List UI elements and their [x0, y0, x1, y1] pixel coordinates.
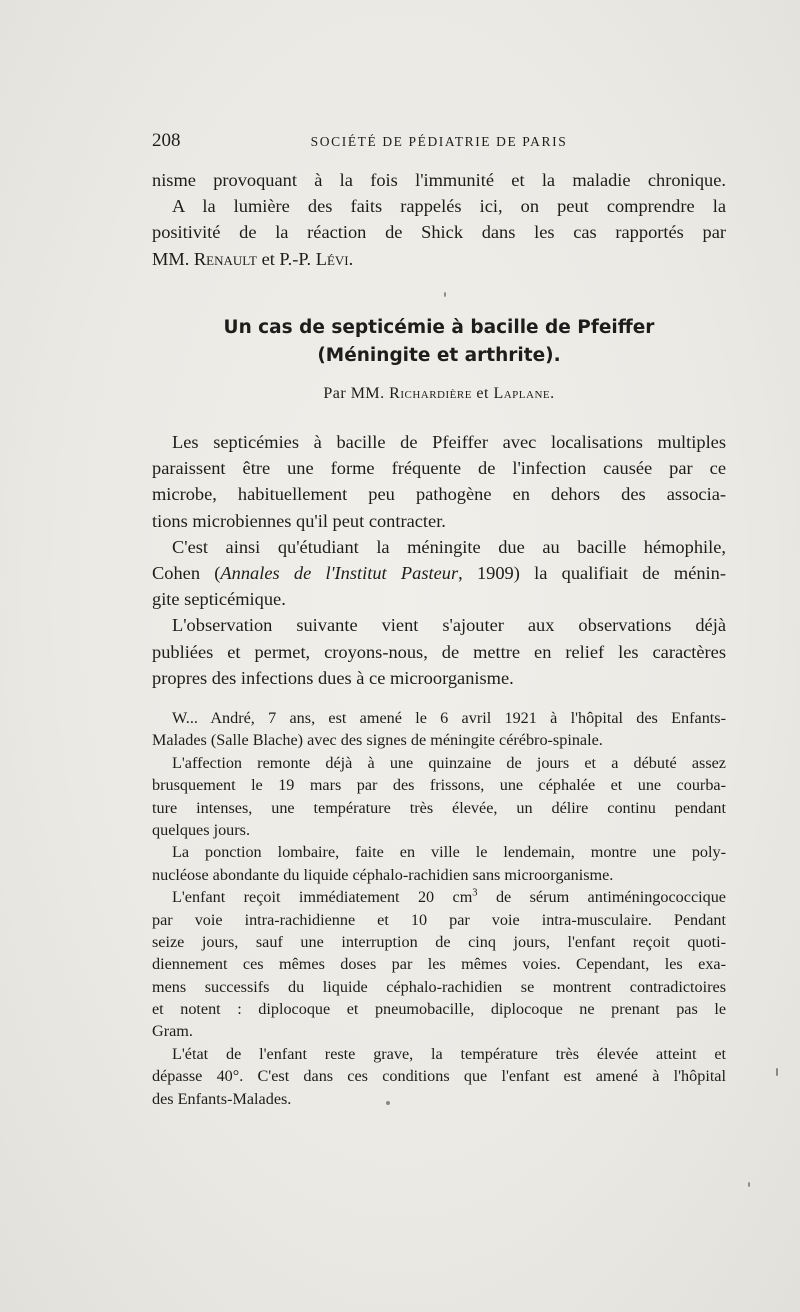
text-line: nucléose abondante du liquide céphalo-rachidien sans microorganisme.	[152, 865, 614, 884]
text-line: La ponction lombaire, faite en ville le lendemain, montre une poly-	[172, 843, 726, 862]
scan-speck	[444, 292, 446, 297]
text-line: seize jours, sauf une interruption de cinq jours, l'enfant reçoit quoti-	[152, 932, 726, 951]
text-line: tions microbiennes qu'il peut contracter.	[152, 510, 446, 531]
author-name: Lévi	[315, 248, 349, 269]
text-line: C'est ainsi qu'étudiant la méningite due au bacille hémophile,	[172, 536, 726, 557]
case-report	[152, 707, 726, 1110]
text-line: dépasse 40°. C'est dans ces conditions que l'enfant est amené à l'hôpital	[152, 1067, 726, 1086]
text-line: positivité de la réaction de Shick dans les cas rapportés par	[152, 222, 726, 243]
page-header	[152, 130, 726, 154]
text-line: et notent : diplocoque et pneumobacille, diplocoque ne prenant pas le	[152, 1000, 726, 1019]
text-line: MM. Renault et P.-P. Lévi.	[152, 248, 354, 269]
running-head: SOCIÉTÉ DE PÉDIATRIE DE PARIS	[310, 134, 568, 149]
text-line: Malades (Salle Blache) avec des signes de méningite cérébro-spinale.	[152, 731, 603, 750]
text-line: Cohen (Annales de l'Institut Pasteur, 1909) la qualifiait de ménin-	[152, 562, 726, 583]
article-title	[152, 314, 726, 370]
page-number: 208	[152, 130, 181, 151]
text-line: paraissent être une forme fréquente de l'infection causée par ce	[152, 458, 726, 479]
text-line: Gram.	[152, 1022, 193, 1041]
article-byline	[152, 383, 726, 405]
journal-title: Annales de l'Institut Pasteur	[220, 562, 459, 583]
text-line: brusquement le 19 mars par des frissons, une céphalée et une courba-	[152, 776, 726, 795]
text-line: Les septicémies à bacille de Pfeiffer avec localisations multiples	[172, 432, 726, 452]
title-line: Un cas de septicémie à bacille de Pfeiffer	[223, 317, 655, 338]
text-line: mens successifs du liquide céphalo-rachidien se montrent contradictoires	[152, 977, 726, 996]
text-line: A la lumière des faits rappelés ici, on peut comprendre la	[172, 196, 726, 217]
title-line: (Méningite et arthrite).	[317, 345, 561, 366]
author-name: Richardière	[389, 385, 472, 402]
text-line: L'affection remonte déjà à une quinzaine de jours et a débuté assez	[172, 753, 726, 772]
text-line: diennement ces mêmes doses par les mêmes voies. Cependant, les exa-	[152, 955, 726, 974]
scan-speck	[776, 1068, 778, 1076]
text-line: W... André, 7 ans, est amené le 6 avril 1921 à l'hôpital des Enfants-	[172, 709, 726, 727]
text-line: L'enfant reçoit immédiatement 20 $cm^3$ de sérum antiméningococcique	[172, 887, 726, 907]
author-name: Renault	[193, 248, 257, 269]
text-line: nisme provoquant à la fois l'immunité et la maladie chronique.	[152, 170, 726, 190]
text-line: L'observation suivante vient s'ajouter aux observations déjà	[172, 615, 726, 636]
text-line: publiées et permet, croyons-nous, de mettre en relief les caractères	[152, 641, 726, 662]
scan-speck	[386, 1101, 390, 1105]
text-line: des Enfants-Malades.	[152, 1089, 292, 1108]
byline-line: Par MM. Richardière et Laplane.	[323, 385, 555, 402]
intro-paragraph	[152, 167, 726, 272]
body-paragraphs	[152, 429, 726, 691]
text-line: microbe, habituellement peu pathogène en dehors des associa-	[152, 484, 726, 505]
text-line: L'état de l'enfant reste grave, la température très élevée atteint et	[172, 1044, 726, 1063]
text-line: ture intenses, une température très élevée, un délire continu pendant	[152, 798, 726, 817]
scan-speck	[748, 1182, 750, 1187]
author-name: Laplane	[493, 385, 551, 402]
text-line: par voie intra-rachidienne et 10 par voie intra-musculaire. Pendant	[152, 910, 726, 929]
text-line: propres des infections dues à ce microorganisme.	[152, 667, 514, 688]
text-line: quelques jours.	[152, 820, 251, 839]
text-line: gite septicémique.	[152, 589, 286, 610]
